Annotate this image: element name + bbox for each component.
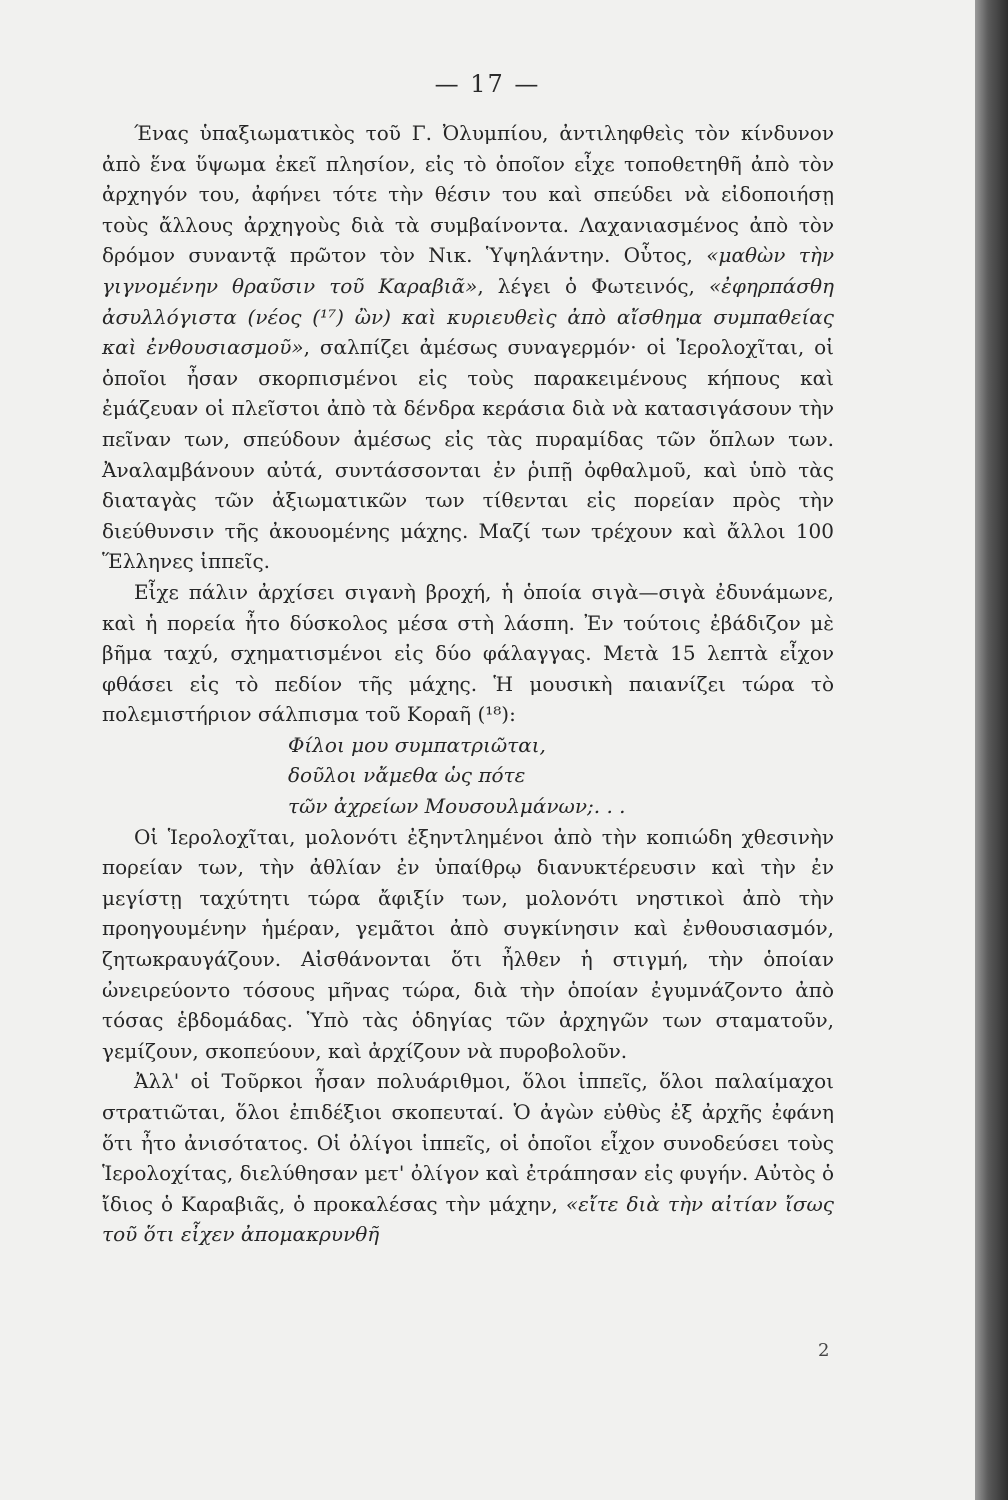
paragraph-4 [102,1066,834,1250]
text-segment: Οἱ Ἱερολοχῖται, μολονότι ἐξηντλημένοι ἀπὸ τὴν κοπιώδη χθεσινὴν πορείαν των, τὴν ἀθλίαν ἐν ὑπαίθρῳ διανυκτέρευσιν καὶ τὴν ἐν μεγίστῃ ταχύτητι τώρα ἄφιξίν των, μολονότι νηστικοὶ ἀπὸ τὴν προηγουμένην ἡμέραν, γεμᾶτοι ἀπὸ συγκίνησιν καὶ ἐνθουσιασμόν, ζητωκραυγάζουν. Αἰσθάνονται ὅτι ἦλθεν ἡ στιγμή, τὴν ὁποίαν ὠνειρεύοντο τόσους μῆνας τώρα, διὰ τὴν ὁποίαν ἐγυμνάζοντο ἀπὸ τόσας ἑβδομάδας. Ὑπὸ τὰς ὁδηγίας τῶν ἀρχηγῶν των σταματοῦν, γεμίζουν, σκοπεύουν, καὶ ἀρχίζουν νὰ πυροβολοῦν. [102,824,834,1063]
text-segment: Ἀλλ' οἱ Τοῦρκοι ἦσαν πολυάριθμοι, ὅλοι ἱππεῖς, ὅλοι παλαίμαχοι στρατιῶται, ὅλοι ἐπιδέξιοι σκοπευταί. Ὁ ἀγὼν εὐθὺς ἐξ ἀρχῆς ἐφάνη ὅτι ἦτο ἀνισότατος. Οἱ ὀλίγοι ἱππεῖς, οἱ ὁποῖοι εἶχον συνοδεύσει τοὺς Ἱερολοχίτας, διελύθησαν μετ' ὀλίγον καὶ ἐτράπησαν εἰς φυγήν. Αὐτὸς ὁ ἴδιος ὁ Καραβιᾶς, ὁ προκαλέσας τὴν μάχην, [102,1069,834,1216]
signature-mark: 2 [818,1340,830,1361]
quote-segment: «εἴτε διὰ τὴν αἰτίαν ἴσως τοῦ ὅτι εἶχεν ἀπομακρυνθῆ [102,1191,835,1247]
text-segment: , σαλπίζει ἀμέσως συναγερμόν· οἱ Ἱερολοχῖται, οἱ ὁποῖοι ἦσαν σκορπισμένοι εἰς τοὺς παρακειμένους κήπους καὶ ἐμάζευαν οἱ πλεῖστοι ἀπὸ τὰ δένδρα κεράσια διὰ νὰ κατασιγάσουν τὴν πεῖναν των, σπεύδουν ἀμέσως εἰς τὰς πυραμίδας τῶν ὅπλων των. Ἀναλαμβάνουν αὐτά, συντάσσονται ἐν ῥιπῇ ὀφθαλμοῦ, καὶ ὑπὸ τὰς διαταγὰς τῶν ἀξιωματικῶν των τίθενται εἰς πορείαν πρὸς τὴν διεύθυνσιν τῆς ἀκουομένης μάχης. Μαζί των τρέχουν καὶ ἄλλοι 100 Ἕλληνες ἱππεῖς. [102,335,834,574]
text-segment: Εἶχε πάλιν ἀρχίσει σιγανὴ βροχή, ἡ ὁποία σιγὰ—σιγὰ ἐδυνάμωνε, καὶ ἡ πορεία ἦτο δύσκολος μέσα στὴ λάσπη. Ἐν τούτοις ἐβάδιζον μὲ βῆμα ταχύ, σχηματισμένοι εἰς δύο φάλαγγας. Μετὰ 15 λεπτὰ εἶχον φθάσει εἰς τὸ πεδίον τῆς μάχης. Ἡ μουσικὴ παιανίζει τώρα τὸ πολεμιστήριον σάλπισμα τοῦ Κοραῆ (¹⁸): [102,579,834,727]
page-number: — 17 — [434,70,541,98]
verse-line: Φίλοι μου συμπατριῶται, [288,732,546,757]
verse-line: τῶν ἀχρείων Μουσουλμάνων;. . . [288,794,626,819]
text-segment: , λέγει ὁ Φωτεινός, [477,273,709,298]
quote-segment: «ἐφηρπάσθη ἀσυλλόγιστα (νέος (¹⁷) ὢν) καὶ κυριευθεὶς ἀπὸ αἴσθημα συμπαθείας καὶ ἐνθουσιασμοῦ» [102,273,834,360]
text-segment: Ένας ὑπαξιωματικὸς τοῦ Γ. Ὀλυμπίου, ἀντιληφθεὶς τὸν κίνδυνον ἀπὸ ἕνα ὕψωμα ἐκεῖ πλησίον, εἰς τὸ ὁποῖον εἶχε τοποθετηθῆ ἀπὸ τὸν ἀρχηγόν του, ἀφήνει τότε τὴν θέσιν του καὶ σπεύδει νὰ εἰδοποιήσῃ τοὺς ἄλλους ἀρχηγοὺς διὰ τὰ συμβαίνοντα. Λαχανιασμένος ἀπὸ τὸν δρόμον συναντᾷ πρῶτον τὸν Νικ. Ὑψηλάντην. Οὗτος, [102,121,834,268]
paragraph-3 [102,822,834,1067]
quote-segment: «μαθὼν τὴν γιγνομένην θραῦσιν τοῦ Καραβιᾶ» [102,243,834,298]
paragraph-1 [102,118,834,577]
body-text [102,118,834,1250]
verse-line: δοῦλοι νἄμεθα ὡς πότε [288,763,526,788]
verse-block [102,730,834,822]
book-spine-edge [975,0,1008,1500]
paragraph-2 [102,577,834,730]
